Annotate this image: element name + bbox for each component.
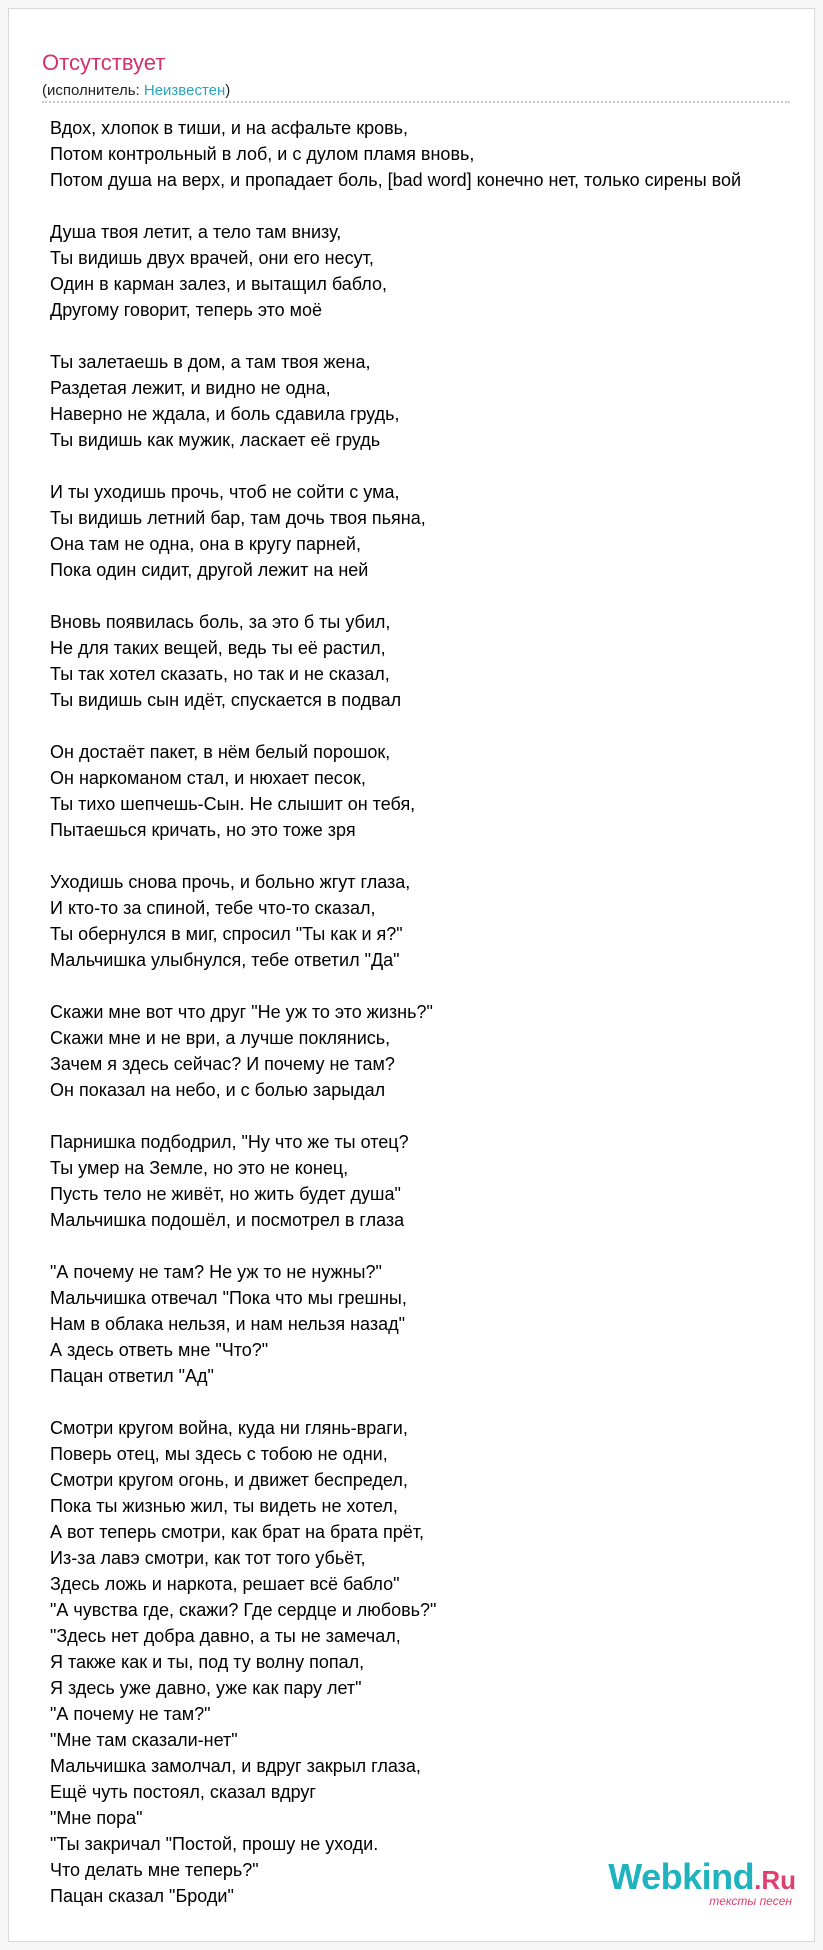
- lyric-line: Мальчишка отвечал "Пока что мы грешны,: [50, 1288, 407, 1308]
- logo-tagline: тексты песен: [709, 1894, 792, 1908]
- lyric-line: Она там не одна, она в кругу парней,: [50, 534, 361, 554]
- lyric-line: "Мне там сказали-нет": [50, 1730, 238, 1750]
- stanza-gap: [50, 713, 815, 739]
- lyric-line: Ты видишь сын идёт, спускается в подвал: [50, 690, 402, 710]
- stanza-gap: [50, 1389, 815, 1415]
- artist-link[interactable]: Неизвестен: [143, 82, 226, 99]
- lyric-line: Здесь ложь и наркота, решает всё бабло": [50, 1574, 400, 1594]
- lyric-line: Вновь появилась боль, за это б ты убил,: [50, 612, 391, 632]
- lyric-line: Вдох, хлопок в тиши, и на асфальте кровь,: [50, 118, 409, 138]
- lyric-line: Мальчишка улыбнулся, тебе ответил "Да": [50, 950, 400, 970]
- lyric-line: Раздетая лежит, и видно не одна,: [50, 378, 331, 398]
- lyric-line: Душа твоя летит, а тело там внизу,: [50, 222, 342, 242]
- lyric-line: Из-за лавэ смотри, как тот того убьёт,: [50, 1548, 366, 1568]
- lyric-line: Он показал на небо, и с болью зарыдал: [50, 1080, 386, 1100]
- lyric-line: Уходишь снова прочь, и больно жгут глаза,: [50, 872, 411, 892]
- lyric-line: Мальчишка замолчал, и вдруг закрыл глаза,: [50, 1756, 421, 1776]
- lyric-line: Ты залетаешь в дом, а там твоя жена,: [50, 352, 371, 372]
- lyric-line: Потом контрольный в лоб, и с дулом пламя вновь,: [50, 144, 475, 164]
- lyric-line: Не для таких вещей, ведь ты её растил,: [50, 638, 386, 658]
- lyric-line: Он достаёт пакет, в нём белый порошок,: [50, 742, 391, 762]
- lyric-line: Пытаешься кричать, но это тоже зря: [50, 820, 356, 840]
- lyric-line: А вот теперь смотри, как брат на брата прёт,: [50, 1522, 425, 1542]
- lyric-line: "Мне пора": [50, 1808, 143, 1828]
- lyric-line: Ты так хотел сказать, но так и не сказал,: [50, 664, 390, 684]
- lyric-line: "А почему не там? Не уж то не нужны?": [50, 1262, 382, 1282]
- stanza-gap: [50, 583, 815, 609]
- artist-suffix: ): [225, 82, 231, 99]
- lyric-line: "Здесь нет добра давно, а ты не замечал,: [50, 1626, 401, 1646]
- lyric-line: Ты видишь как мужик, ласкает её грудь: [50, 430, 381, 450]
- logo-suffix-text: .Ru: [754, 1865, 796, 1895]
- lyric-line: Ты умер на Земле, но это не конец,: [50, 1158, 349, 1178]
- lyric-line: Один в карман залез, и вытащил бабло,: [50, 274, 388, 294]
- lyric-line: Парнишка подбодрил, "Ну что же ты отец?: [50, 1132, 409, 1152]
- lyric-line: Что делать мне теперь?": [50, 1860, 259, 1880]
- lyric-line: Он наркоманом стал, и нюхает песок,: [50, 768, 366, 788]
- stanza-gap: [50, 973, 815, 999]
- lyric-line: Поверь отец, мы здесь с тобою не одни,: [50, 1444, 388, 1464]
- lyric-line: Ещё чуть постоял, сказал вдруг: [50, 1782, 316, 1802]
- artist-prefix: (исполнитель:: [42, 82, 144, 99]
- lyric-line: А здесь ответь мне "Что?": [50, 1340, 269, 1360]
- lyric-line: Смотри кругом война, куда ни глянь-враги,: [50, 1418, 408, 1438]
- stanza-gap: [50, 1233, 815, 1259]
- lyric-line: Скажи мне вот что друг "Не уж то это жизнь?": [50, 1002, 433, 1022]
- lyric-line: "Ты закричал "Постой, прошу не уходи.: [50, 1834, 379, 1854]
- stanza-gap: [50, 843, 815, 869]
- lyric-line: Ты видишь двух врачей, они его несут,: [50, 248, 374, 268]
- lyric-line: Пока ты жизнью жил, ты видеть не хотел,: [50, 1496, 398, 1516]
- lyric-line: Скажи мне и не ври, а лучше поклянись,: [50, 1028, 391, 1048]
- lyric-line: Пацан ответил "Ад": [50, 1366, 214, 1386]
- lyric-line: Мальчишка подошёл, и посмотрел в глаза: [50, 1210, 405, 1230]
- lyric-line: Потом душа на верх, и пропадает боль, [bad word] конечно нет, только сирены вой: [50, 170, 742, 190]
- lyric-line: Наверно не ждала, и боль сдавила грудь,: [50, 404, 400, 424]
- logo-main-text: Webkind: [608, 1856, 755, 1897]
- lyric-line: Пацан сказал "Броди": [50, 1886, 234, 1906]
- lyric-line: "А чувства где, скажи? Где сердце и любовь?": [50, 1600, 437, 1620]
- lyric-line: Пусть тело не живёт, но жить будет душа": [50, 1184, 401, 1204]
- lyrics-body: [50, 115, 815, 1909]
- artist-line: [42, 81, 230, 101]
- lyric-line: Смотри кругом огонь, и движет беспредел,: [50, 1470, 408, 1490]
- lyric-line: Пока один сидит, другой лежит на ней: [50, 560, 369, 580]
- song-title: Отсутствует: [42, 50, 166, 75]
- lyric-line: Ты тихо шепчешь-Сын. Не слышит он тебя,: [50, 794, 416, 814]
- lyric-line: Я здесь уже давно, уже как пару лет": [50, 1678, 362, 1698]
- stanza-gap: [50, 323, 815, 349]
- lyric-line: Ты видишь летний бар, там дочь твоя пьяна,: [50, 508, 426, 528]
- lyric-line: "А почему не там?": [50, 1704, 211, 1724]
- lyric-line: И ты уходишь прочь, чтоб не сойти с ума,: [50, 482, 400, 502]
- stanza-gap: [50, 193, 815, 219]
- stanza-gap: [50, 453, 815, 479]
- lyric-line: Нам в облака нельзя, и нам нельзя назад": [50, 1314, 406, 1334]
- lyric-line: Зачем я здесь сейчас? И почему не там?: [50, 1054, 395, 1074]
- title-divider: [42, 101, 790, 103]
- lyric-line: Я также как и ты, под ту волну попал,: [50, 1652, 365, 1672]
- lyric-line: И кто-то за спиной, тебе что-то сказал,: [50, 898, 376, 918]
- lyric-line: Другому говорит, теперь это моё: [50, 300, 323, 320]
- stanza-gap: [50, 1103, 815, 1129]
- lyric-line: Ты обернулся в миг, спросил "Ты как и я?": [50, 924, 403, 944]
- webkind-logo[interactable]: [608, 1856, 796, 1908]
- lyrics-page: [8, 8, 815, 1942]
